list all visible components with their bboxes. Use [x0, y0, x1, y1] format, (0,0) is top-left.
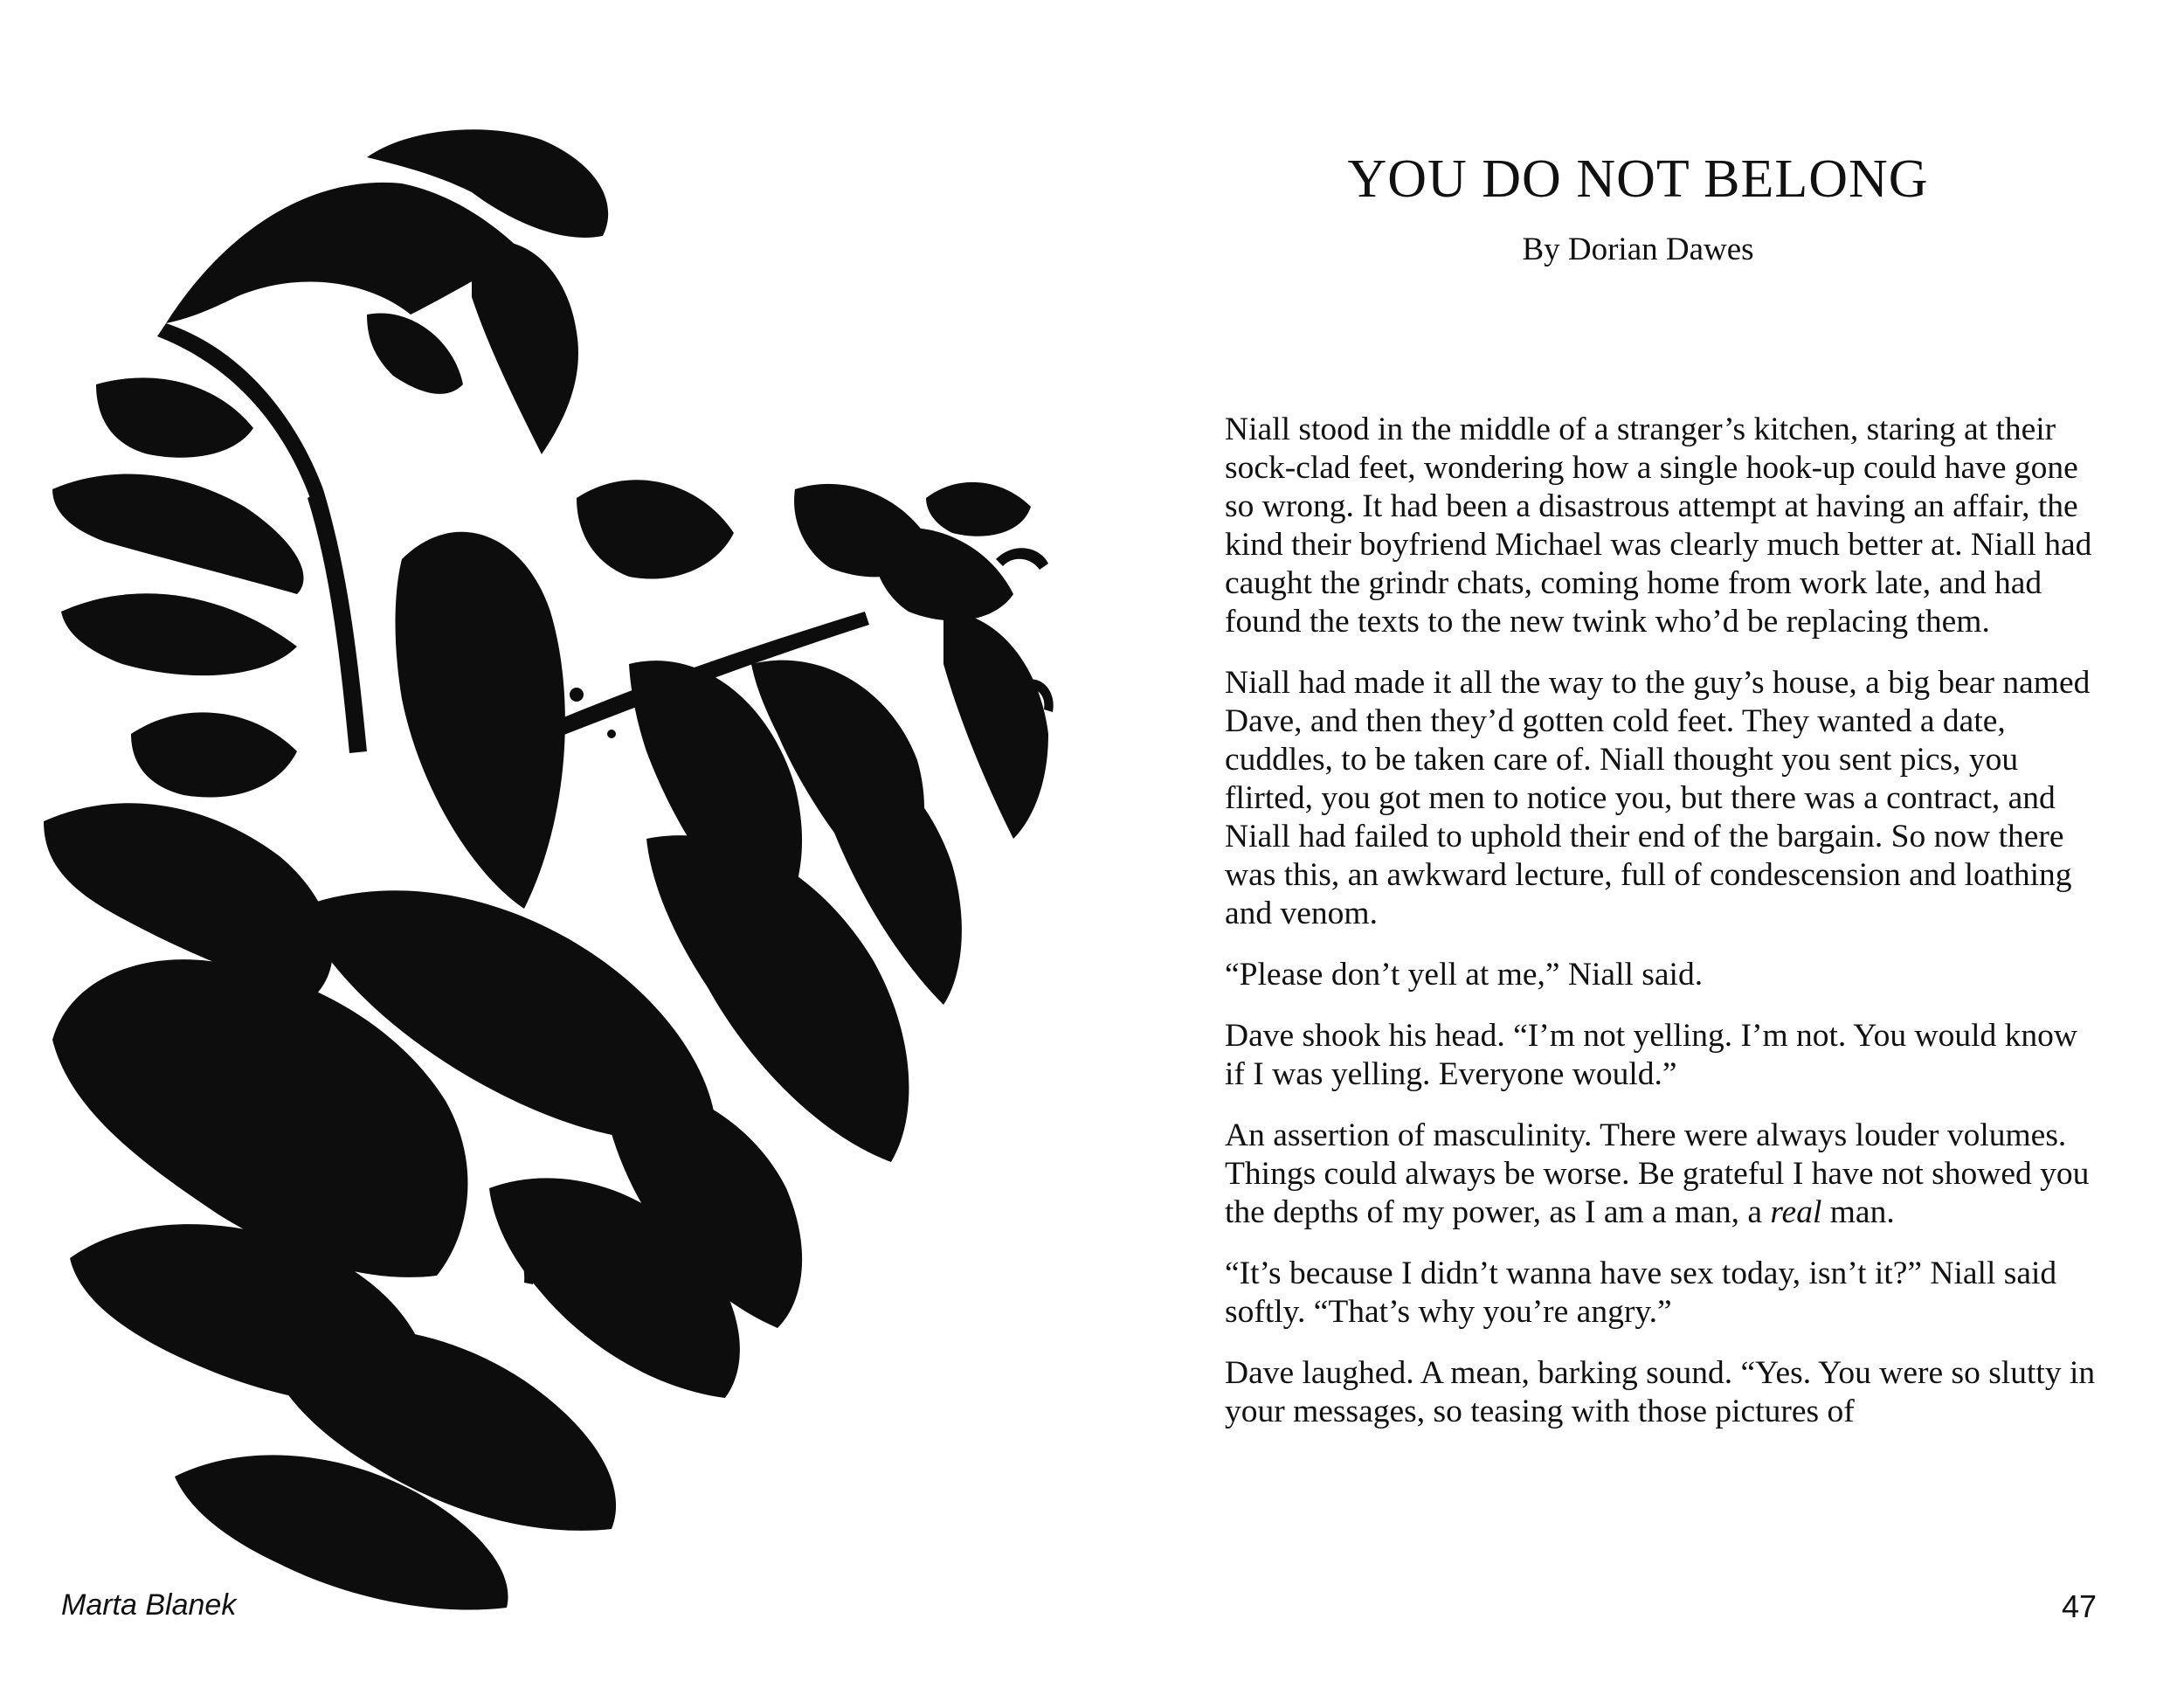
paragraph: “Please don’t yell at me,” Niall said.: [1225, 957, 1704, 993]
leaf: [396, 532, 565, 909]
plant-illustration: [35, 122, 1066, 1625]
paragraph: Dave laughed. A mean, barking sound. “Yes. You were so slutty in your messages, so teasing with those pictures of: [1225, 1355, 2096, 1429]
emphasis-text: real: [1770, 1194, 1822, 1230]
paragraph: Dave shook his head. “I’m not yelling. I’m not. You would know if I was yelling. Everyone would.”: [1225, 1018, 2077, 1092]
leaf: [926, 482, 1031, 536]
stem: [308, 489, 367, 753]
story-body: [1225, 411, 2103, 1454]
paragraph: “It’s because I didn’t wanna have sex today, isn’t it?” Niall said softly. “That’s why you’re angry.”: [1225, 1256, 2057, 1330]
paragraph-text: man.: [1821, 1194, 1895, 1230]
leaf: [96, 377, 253, 457]
leaf: [943, 612, 1048, 839]
leaf: [61, 593, 297, 675]
artist-credit: Marta Blanek: [61, 1588, 237, 1622]
right-page: [1092, 0, 2184, 1688]
leaf: [131, 712, 297, 797]
paragraph: [1225, 1117, 2103, 1232]
paragraph: Niall had made it all the way to the guy’s house, a big bear named Dave, and then they’d gotten cold feet. They wanted a date, cuddles, to be taken care of. Niall thought you sent pics, you flirted, you got men to notice you, but there was a contract, and Niall had failed to uphold their end of the bargain. So now there was this, an awkward lecture, full of condescension and loathing and venom.: [1225, 665, 2091, 931]
leaf: [166, 183, 524, 323]
story-title: YOU DO NOT BELONG: [1347, 149, 1929, 209]
paragraph-text: An assertion of masculinity. There were always louder volumes. Things could always be worse. Be grateful I have not showed you the depths of my power, as I am a man, a: [1225, 1117, 2090, 1230]
leaf: [873, 528, 1013, 621]
paragraph: Niall stood in the middle of a stranger’s kitchen, staring at their sock-clad feet, wondering how a single hook-up could have gone so wrong. It had been a disastrous attempt at having an affair, the kind their boyfriend Michael was clearly much better at. Niall had caught the grindr chats, coming home from work late, and had found the texts to the new twink who’d be replacing them.: [1225, 412, 2092, 640]
leaf: [367, 313, 463, 393]
byline: By Dorian Dawes: [1522, 232, 1754, 267]
leaf: [52, 474, 304, 594]
page-number: 47: [2061, 1588, 2097, 1624]
leaf: [472, 241, 578, 454]
leaf: [577, 480, 734, 578]
